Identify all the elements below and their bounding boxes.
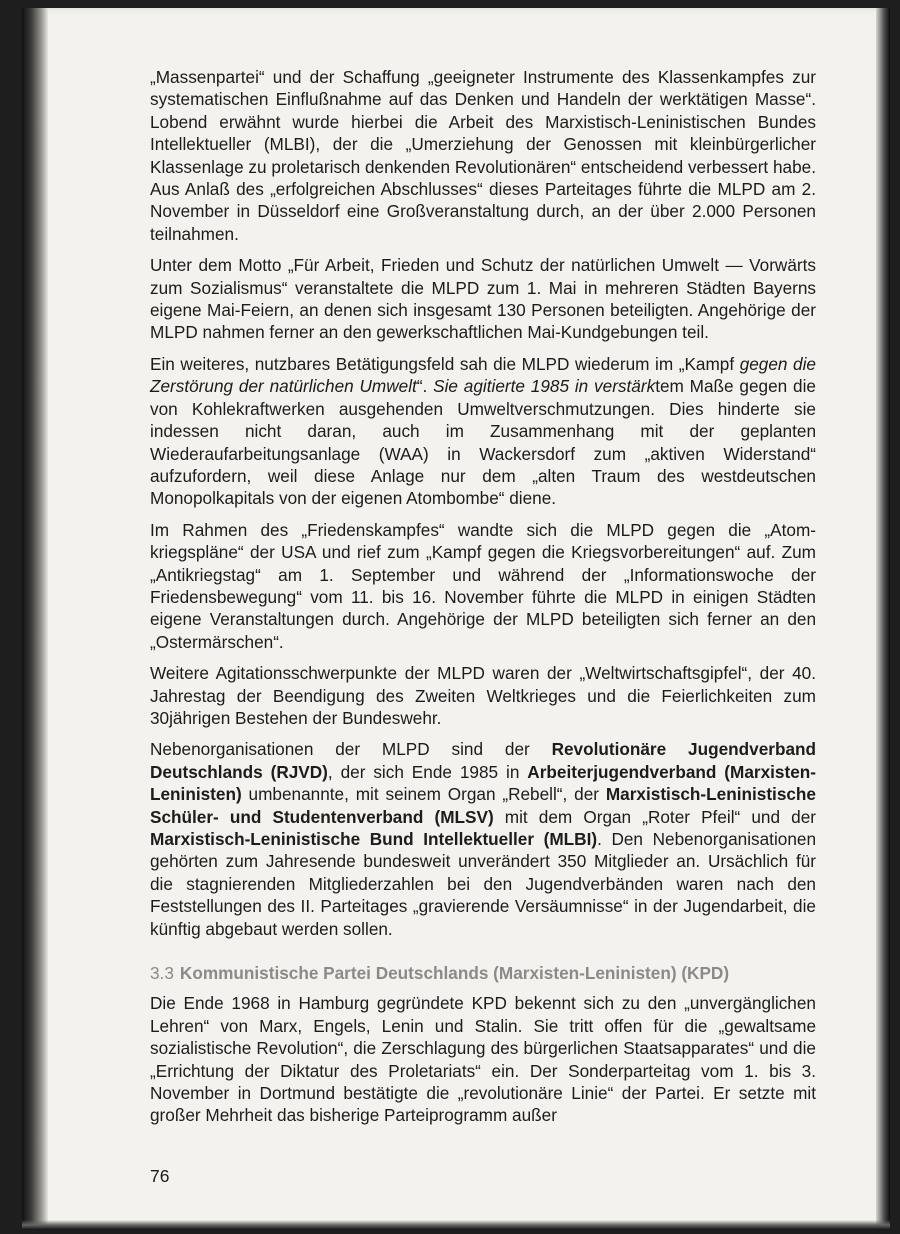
paragraph-p5 bbox=[150, 662, 816, 729]
bold-term: Arbeiterjugendverband (Marxisten-Leninisten) bbox=[150, 761, 816, 805]
section-number: 3.3 bbox=[150, 963, 174, 984]
paragraph-p6 bbox=[150, 738, 816, 940]
text-run: tem Maße gegen die von Kohlekraftwerken ausgehenden Umweltverschmutzungen. Dies hinderte sie indessen nicht daran, auch im Zusammenhang mit der geplanten Wiederaufarbeitungsanlage (WAA) in Wackersdorf zum „aktiven Widerstand“ aufzufordern, weil diese Anlage nur dem „alten Traum des westdeutschen Monopolkapitals von der eigenen Atombombe“ diene. bbox=[150, 376, 816, 509]
page-number: 76 bbox=[150, 1166, 170, 1186]
bold-term: Marxistisch-Leninistische Bund Intellektueller (MLBI) bbox=[150, 829, 598, 849]
paragraph-p2 bbox=[150, 254, 816, 344]
text-run: mit dem Organ „Roter Pfeil“ und der bbox=[493, 806, 816, 827]
text-run: umbenannte, mit seinem Organ „Rebell“, der bbox=[241, 784, 606, 805]
section-heading bbox=[150, 962, 816, 984]
bold-term: Marxistisch-Leninistische Schüler- und Studentenverband (MLSV) bbox=[150, 784, 816, 827]
italic-run: Sie agitierte 1985 in verstärk bbox=[433, 376, 656, 397]
page-bottom-edge bbox=[22, 1220, 890, 1230]
text-run: Ein weiteres, nutzbares Betätigungsfeld sah die MLPD wiederum im „Kampf bbox=[150, 353, 740, 374]
text-run: Die Ende 1968 in Hamburg gegründete KPD bekennt sich zu den „unvergänglichen Lehren“ von Marx, Engels, Lenin und Stalin. Sie tritt offen für die „gewaltsame sozialistische Revolution“, die Zerschlagung des bürgerlichen Staatsapparates“ und die „Errichtung der Diktatur des Proletariats“ ein. Der Sonderparteitag vom 1. bis 3. November in Dortmund bestätigte die „revolutionäre Linie“ der Partei. Er setzte mit großer Mehrheit das bisherige Parteiprogramm außer bbox=[150, 993, 816, 1126]
text-run: . Den Nebenorganisationen gehörten zum Jahresende bundesweit unverändert 350 Mitglieder an. Ursächlich für die stagnierenden Mitgliederzahlen bei den Jugendverbänden waren nach den Feststellungen des II. Parteitages „gravierende Versäumnisse“ in der Jugendarbeit, die künftig abgebaut werden sollen. bbox=[150, 829, 817, 939]
paragraph-p4 bbox=[150, 519, 816, 653]
italic-run: gegen die Zerstörung der natürlichen Umwelt bbox=[150, 353, 816, 397]
bold-term: Revolutionäre Jugendverband Deutschlands (RJVD) bbox=[150, 739, 816, 782]
paragraph-p3 bbox=[150, 353, 816, 510]
text-run: “. bbox=[416, 376, 434, 397]
text-run: Nebenorganisationen der MLPD sind der bbox=[150, 739, 552, 760]
book-gutter-shadow bbox=[22, 8, 48, 1230]
text-run: Weitere Agitationsschwerpunkte der MLPD waren der „Weltwirtschaftsgipfel“, der 40. Jahrestag der Beendigung des Zweiten Weltkrieges und die Feierlichkeiten zum 30jährigen Bestehen der Bundeswehr. bbox=[150, 663, 816, 728]
text-run: Unter dem Motto „Für Arbeit, Frieden und Schutz der natürlichen Umwelt — Vorwärts zum Sozialismus“ veranstaltete die MLPD zum 1. Mai in mehreren Städten Bayerns eigene Mai-Feiern, an denen sich insgesamt 130 Personen beteiligten. Angehörige der MLPD nahmen ferner an den gewerkschaftlichen Mai-Kundgebungen teil. bbox=[150, 255, 816, 343]
paragraph-list bbox=[150, 66, 816, 940]
page-body-text bbox=[150, 66, 816, 1136]
paragraph-p1 bbox=[150, 66, 816, 245]
paragraph-p7 bbox=[150, 992, 816, 1126]
page-right-edge bbox=[876, 8, 890, 1230]
text-run: , der sich Ende 1985 in bbox=[327, 761, 528, 782]
text-run: Im Rahmen des „Friedenskampfes“ wandte sich die MLPD gegen die „Atomkriegspläne“ der USA und rief zum „Kampf gegen die Kriegsvorbereitungen“ auf. Zum „Antikriegstag“ am 1. September und während der „Informationswoche der Friedensbewegung“ vom 11. bis 16. November führte die MLPD in einigen Städten eigene Veranstaltungen durch. Angehörige der MLPD beteiligten sich ferner an den „Ostermärschen“. bbox=[150, 519, 816, 652]
section-paragraph-list bbox=[150, 992, 816, 1126]
text-run: „Massenpartei“ und der Schaffung „geeigneter Instrumente des Klassenkampfes zur systematischen Einflußnahme auf das Denken und Handeln der werktätigen Masse“. Lobend erwähnt wurde hierbei die Arbeit des Marxistisch-Leninistischen Bundes Intellektueller (MLBI), der die „Umerziehung der Genossen mit kleinbürgerlicher Klassenlage zu proletarisch denkenden Revolutionären“ entscheidend verbessert habe. Aus Anlaß des „erfolgreichen Abschlusses“ dieses Parteitages führte die MLPD am 2. November in Düsseldorf eine Großveranstaltung durch, an der über 2.000 Personen teilnahmen. bbox=[150, 67, 816, 244]
section-title: Kommunistische Partei Deutschlands (Marxisten-Leninisten) (KPD) bbox=[179, 963, 730, 984]
